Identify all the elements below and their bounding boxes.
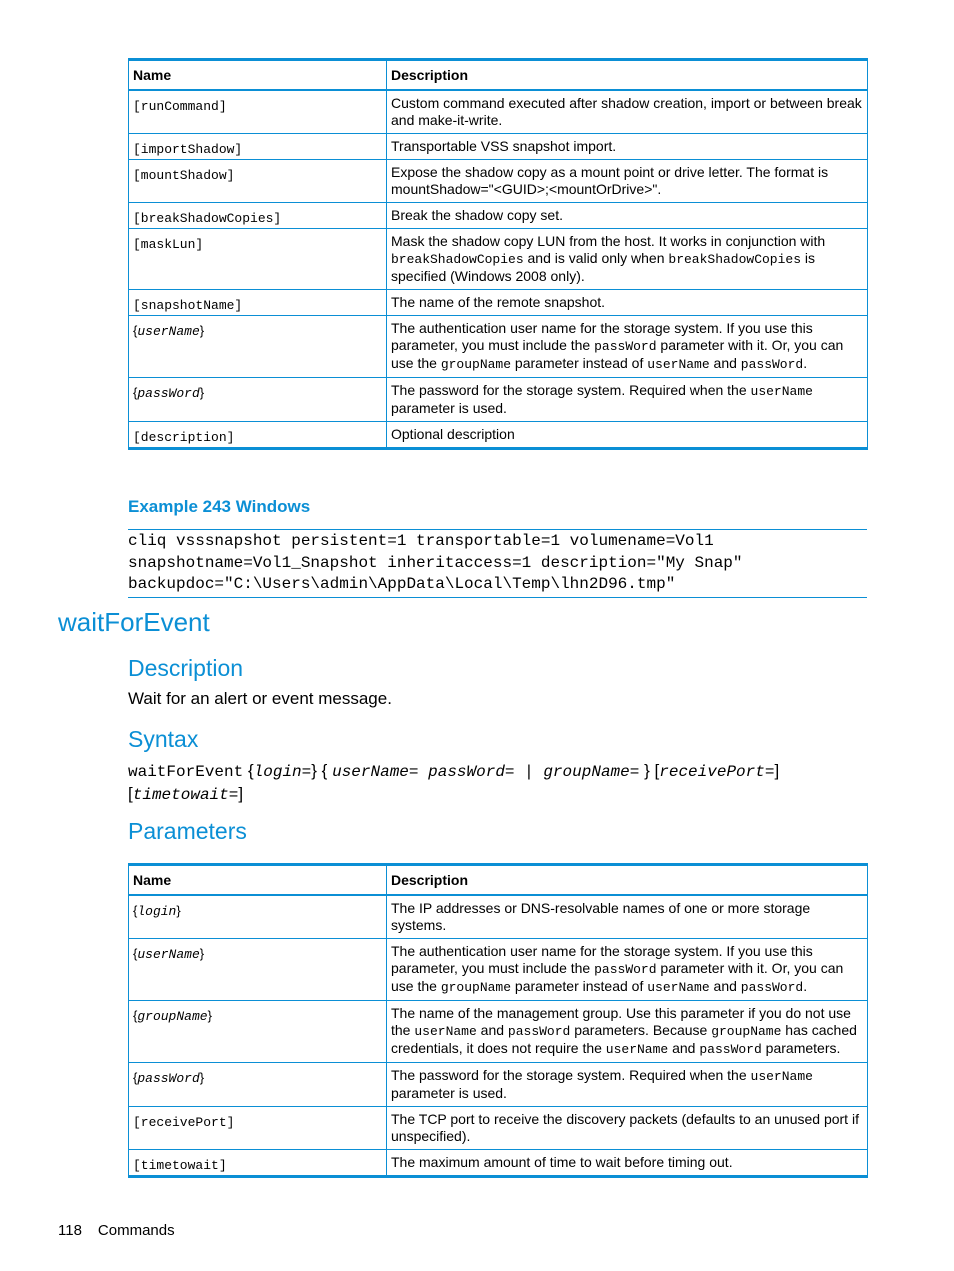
- parameter-name: [mountShadow]: [133, 168, 235, 183]
- parameter-description-cell: [387, 160, 868, 203]
- description-text: parameter instead of: [511, 355, 648, 371]
- description-text: .: [803, 355, 808, 371]
- column-header-name: Name: [129, 865, 387, 896]
- parameter-name-cell: [129, 422, 387, 449]
- description-text: The password for the storage system. Required when the: [391, 382, 751, 398]
- table-row: [129, 895, 868, 939]
- table-row: [129, 229, 868, 290]
- syntax-bracket: [: [654, 761, 660, 780]
- inline-code: userName: [750, 1069, 813, 1084]
- parameter-description-cell: [387, 1107, 868, 1150]
- parameter-name: [snapshotName]: [133, 298, 243, 313]
- parameter-description-cell: [387, 1001, 868, 1063]
- parameter-description-cell: [387, 422, 868, 449]
- table-row: [129, 90, 868, 134]
- parameter-description-cell: [387, 316, 868, 378]
- inline-code: passWord: [507, 1024, 571, 1039]
- description-text: and: [476, 1022, 508, 1038]
- inline-code: passWord: [699, 1042, 762, 1057]
- description-text: The authentication user name for the storage system. If you use this parameter, you must include the: [391, 320, 813, 353]
- parameter-name-cell: [129, 1001, 387, 1063]
- parameter-description-cell: [387, 229, 868, 290]
- parameter-name-cell: [129, 203, 387, 229]
- description-text: parameters.: [761, 1040, 841, 1056]
- column-header-description: Description: [387, 865, 868, 896]
- parameter-name-cell: [129, 378, 387, 422]
- brace: }: [199, 1070, 205, 1085]
- table-row: [129, 134, 868, 160]
- syntax-line: [128, 760, 867, 806]
- inline-code: userName: [414, 1024, 477, 1039]
- parameter-name: userName: [137, 324, 200, 339]
- table-header-row: [129, 60, 868, 91]
- description-text: Break the shadow copy set.: [391, 207, 563, 223]
- parameter-name-cell: [129, 229, 387, 290]
- parameter-name: userName: [137, 947, 200, 962]
- brace: {: [133, 385, 138, 400]
- inline-code: passWord: [594, 962, 657, 977]
- parameter-name: [maskLun]: [133, 237, 204, 252]
- brace: }: [199, 385, 205, 400]
- parameter-description-cell: [387, 1150, 868, 1177]
- brace: {: [133, 1070, 138, 1085]
- inline-code: passWord: [740, 980, 804, 995]
- table-row: [129, 939, 868, 1001]
- parameter-name: passWord: [137, 386, 200, 401]
- description-text: The name of the remote snapshot.: [391, 294, 606, 310]
- parameter-name-cell: [129, 160, 387, 203]
- parameter-name-cell: [129, 1150, 387, 1177]
- inline-code: groupName: [711, 1024, 782, 1039]
- parameter-description-cell: [387, 134, 868, 160]
- table-row: [129, 1063, 868, 1107]
- description-text: and: [709, 978, 741, 994]
- parameter-description-cell: [387, 1063, 868, 1107]
- parameter-description-cell: [387, 290, 868, 316]
- description-text: Custom command executed after shadow creation, import or between break and make-it-write.: [391, 95, 862, 128]
- brace: }: [176, 903, 181, 918]
- parameter-name-cell: [129, 895, 387, 939]
- description-text: Transportable VSS snapshot import.: [391, 138, 617, 154]
- table-row: [129, 316, 868, 378]
- description-text: parameter with it. Or, you can use the: [391, 960, 844, 994]
- syntax-bracket: ]: [774, 761, 780, 780]
- description-text: and is valid only when: [523, 250, 669, 266]
- example-caption: Example 243 Windows: [128, 497, 311, 516]
- parameter-name-cell: [129, 1063, 387, 1107]
- description-text: Wait for an alert or event message.: [128, 689, 392, 708]
- brace: {: [133, 1008, 138, 1023]
- parameter-name: [description]: [133, 430, 235, 445]
- inline-code: userName: [750, 384, 813, 399]
- column-header-description: Description: [387, 60, 868, 91]
- brace: }: [207, 1008, 212, 1023]
- table-row: [129, 203, 868, 229]
- syntax-bracket: ]: [238, 784, 244, 803]
- parameter-description-cell: [387, 895, 868, 939]
- description-text: parameter is used.: [391, 1085, 507, 1101]
- parameters-heading: Parameters: [128, 818, 247, 844]
- inline-code: breakShadowCopies: [668, 252, 802, 267]
- syntax-brace: {: [321, 761, 328, 780]
- column-header-name: Name: [129, 60, 387, 91]
- description-text: and: [709, 355, 741, 371]
- syntax-brace: {: [247, 761, 254, 780]
- inline-code: passWord: [740, 357, 804, 372]
- syntax-receive-port: receivePort=: [659, 763, 775, 781]
- parameter-description-cell: [387, 378, 868, 422]
- brace: }: [199, 323, 205, 338]
- inline-code: userName: [605, 1042, 669, 1057]
- description-text: is specified (Windows 2008 only).: [391, 250, 816, 284]
- description-text: parameter with it. Or, you can use the: [391, 337, 844, 371]
- page-number: 118: [58, 1222, 82, 1239]
- syntax-brace: }: [311, 761, 317, 780]
- inline-code: groupName: [440, 357, 512, 372]
- description-text: has cached credentials, it does not require the: [391, 1022, 857, 1056]
- description-text: and: [668, 1040, 700, 1056]
- parameter-name-cell: [129, 939, 387, 1001]
- example-code-block: cliq vsssnapshot persistent=1 transportable=1 volumename=Vol1 snapshotname=Vol1_Snapshot inheritaccess=1 description="My Snap" backupdoc="C:\Users\admin\AppData\Local\Temp\lhn2D96.tmp": [128, 529, 867, 598]
- syntax-bracket: [: [128, 784, 133, 803]
- syntax-heading: Syntax: [128, 726, 199, 752]
- description-text: parameter is used.: [391, 400, 507, 416]
- parameters-table-vsssnapshot: [128, 58, 868, 450]
- table-row: [129, 160, 868, 203]
- brace: {: [133, 946, 138, 961]
- parameter-name: [runCommand]: [133, 99, 227, 114]
- inline-code: passWord: [594, 339, 657, 354]
- page-footer: [58, 1222, 175, 1239]
- table-row: [129, 422, 868, 449]
- description-text: parameters. Because: [570, 1022, 712, 1038]
- description-text: Mask the shadow copy LUN from the host. It works in conjunction with: [391, 233, 826, 249]
- brace: {: [133, 903, 138, 918]
- parameter-name: [receivePort]: [133, 1115, 235, 1130]
- table-row: [129, 1001, 868, 1063]
- parameter-description-cell: [387, 90, 868, 134]
- inline-code: userName: [647, 357, 710, 372]
- syntax-credentials: userName= passWord= | groupName=: [332, 763, 640, 781]
- inline-code: breakShadowCopies: [391, 252, 524, 267]
- table-row: [129, 1107, 868, 1150]
- inline-code: groupName: [440, 980, 512, 995]
- parameter-description-cell: [387, 203, 868, 229]
- description-heading: Description: [128, 655, 244, 681]
- syntax-brace: }: [644, 761, 650, 780]
- parameters-table-waitforevent: [128, 863, 868, 1178]
- parameter-name-cell: [129, 134, 387, 160]
- table-row: [129, 378, 868, 422]
- inline-code: userName: [647, 980, 710, 995]
- description-text: The name of the management group. Use this parameter if you do not use the: [391, 1005, 851, 1038]
- parameter-name-cell: [129, 290, 387, 316]
- description-text: Optional description: [391, 426, 515, 442]
- description-text: parameter instead of: [511, 978, 648, 994]
- parameter-name: passWord: [137, 1071, 200, 1086]
- brace: {: [133, 323, 138, 338]
- parameter-name: [timetowait]: [133, 1158, 227, 1173]
- syntax-timetowait: timetowait=: [132, 786, 239, 804]
- description-text: The TCP port to receive the discovery packets (defaults to an unused port if unspecified).: [391, 1111, 859, 1144]
- description-text: The IP addresses or DNS-resolvable names of one or more storage systems.: [391, 900, 811, 933]
- description-text: .: [803, 978, 808, 994]
- brace: }: [199, 946, 205, 961]
- parameter-name: [importShadow]: [133, 142, 243, 157]
- parameter-description-cell: [387, 939, 868, 1001]
- description-text: The password for the storage system. Required when the: [391, 1067, 751, 1083]
- footer-section: Commands: [97, 1222, 175, 1239]
- parameter-name-cell: [129, 1107, 387, 1150]
- parameter-name: [breakShadowCopies]: [133, 211, 282, 226]
- parameter-name: login: [137, 904, 177, 919]
- command-title: waitForEvent: [58, 607, 210, 637]
- syntax-command: waitForEvent: [128, 763, 244, 781]
- table-row: [129, 290, 868, 316]
- syntax-login: login=: [253, 763, 312, 781]
- table-header-row: [129, 865, 868, 896]
- table-row: [129, 1150, 868, 1177]
- description-text: Expose the shadow copy as a mount point or drive letter. The format is mountShadow="<GUID>;<mountOrDrive>".: [391, 164, 829, 197]
- parameter-name-cell: [129, 90, 387, 134]
- description-text: The authentication user name for the storage system. If you use this parameter, you must include the: [391, 943, 813, 976]
- description-text: The maximum amount of time to wait before timing out.: [391, 1154, 733, 1170]
- parameter-name: groupName: [137, 1009, 208, 1024]
- parameter-name-cell: [129, 316, 387, 378]
